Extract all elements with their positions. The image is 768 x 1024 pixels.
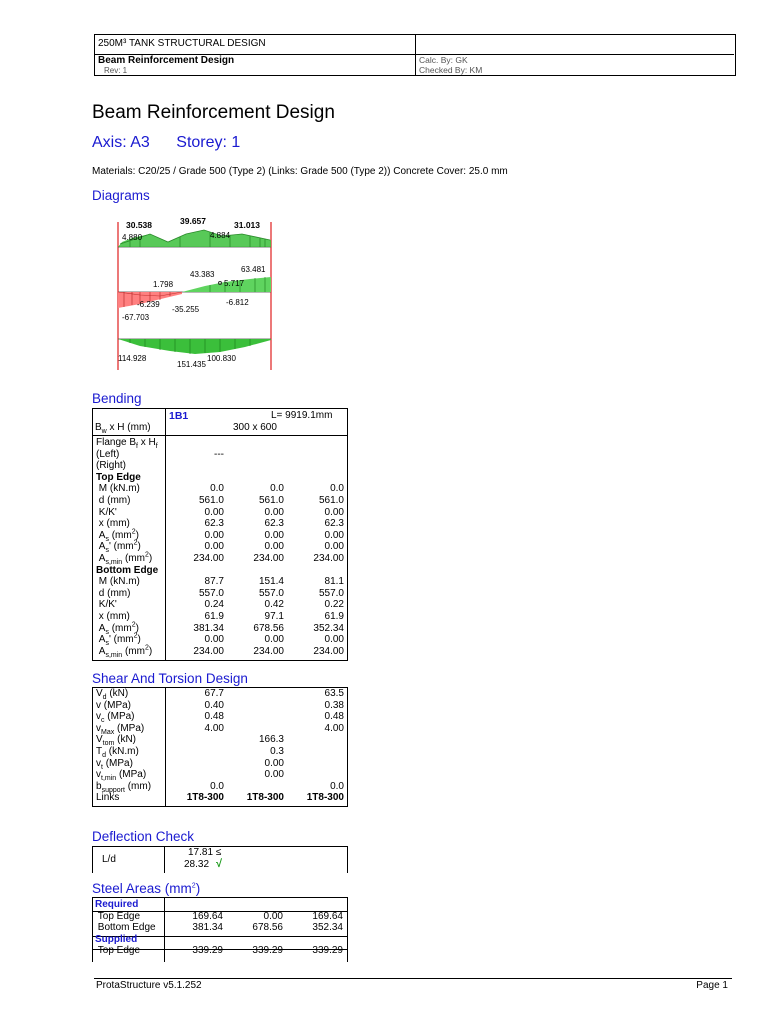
table-row: $A_s$ $(mm^2)$ 381.34 678.56 352.34 — [96, 621, 344, 636]
table-row: d (mm) 557.0 557.0 557.0 — [98, 587, 344, 599]
table-row: x (mm) 62.3 62.3 62.3 — [98, 518, 344, 530]
shear-label-2: 63.481 — [241, 265, 266, 274]
axis-label: Axis: A3 — [92, 134, 150, 151]
table-row: $A_{s,min}$ $(mm^2)$ 234.00 234.00 234.00 — [96, 644, 344, 659]
beam-id: 1B1 — [169, 410, 189, 422]
table-row: $V_d$ (kN) 67.7 63.5 — [96, 688, 344, 701]
section-size-label: $B_w$ x H (mm) — [95, 422, 151, 435]
top-edge-heading: Top Edge — [96, 471, 141, 483]
deflection-label: L/d — [102, 854, 116, 865]
moment-label-5: 4.884 — [210, 231, 231, 240]
page-number: Page 1 — [696, 980, 728, 991]
bending-table-frame — [92, 408, 348, 661]
shear-label-3: 1.798 — [153, 280, 174, 289]
header-blank-cell — [416, 35, 734, 55]
shear-label-7: -6.812 — [226, 298, 249, 307]
table-row: x (mm) 61.9 97.1 61.9 — [98, 610, 344, 622]
table-row: $b_{support}$ (mm) 0.0 0.0 — [96, 780, 344, 794]
moment-label-3: 31.013 — [234, 220, 260, 230]
doc-title: Beam Reinforcement Design — [98, 55, 235, 66]
doc-title-cell — [95, 55, 416, 75]
footer-divider — [94, 978, 732, 979]
project-cell — [95, 35, 416, 55]
document-header — [94, 34, 736, 76]
flange-label: Flange $B_f$ x $H_f$ — [96, 437, 158, 450]
table-row: d (mm) 561.0 561.0 561.0 — [98, 494, 344, 506]
revision: Rev: 1 — [104, 66, 128, 75]
checked-by: Checked By: KM — [419, 65, 483, 75]
table-row: $v_c$ (MPa) 0.48 0.48 — [96, 711, 344, 725]
bending-table: Flange $B_f$ x $H_f$ (Left) --- (Right) Top Edge M (kN.m) 0.0 0.0 0.0 d (mm) 561.0 561.0 561.0 K/K' 0.00 0.00 0.00 x (mm) 62.3 62.3 62.3 $A_s$ $(mm^2)$ 0.00 0.00 0.00 $A_s'$ $(mm^2)$ 0.00 0.00 0.00 $A_{s,min}$ $(mm^2)$ 234.00 234.00 234.00 Bottom Edge M (kN.m) 87.7 151.4 81.1 d (mm) 557.0 557.0 557.0 K/K' 0.24 0.42 0.22 x (mm) 61.9 97.1 61.9 $A_s$ $(mm^2)$ 381.34 678.56 352.34 $A_s'$ $(mm^2)$ 0.00 0.00 0.00 $A_{s,min}$ $(mm^2)$ 234.00 234.00 234.00 — [93, 437, 347, 657]
table-row: M (kN.m) 87.7 151.4 81.1 — [98, 576, 344, 588]
force-diagrams — [110, 212, 280, 370]
table-row: v (MPa) 0.40 0.38 — [96, 699, 344, 711]
table-row: $A_{s,min}$ $(mm^2)$ 234.00 234.00 234.00 — [96, 551, 344, 566]
supplied-heading: Supplied — [95, 933, 138, 945]
shear-label-4: 5.717 — [224, 279, 245, 288]
project-name: 250M³ TANK STRUCTURAL DESIGN — [98, 38, 266, 49]
section-shear: Shear And Torsion Design — [92, 671, 248, 686]
required-heading: Required — [95, 899, 139, 910]
axis-storey — [92, 134, 240, 152]
deflection-label-2: 151.435 — [177, 360, 206, 369]
table-row: $A_s$ $(mm^2)$ 0.00 0.00 0.00 — [96, 528, 344, 543]
calc-by: Calc. By: GK — [419, 55, 468, 65]
table-row: Top Edge 169.64 0.00 169.64 — [97, 910, 343, 922]
software-version: ProtaStructure v5.1.252 — [96, 980, 202, 991]
table-row: Top Edge 339.29 339.29 339.29 — [97, 945, 343, 957]
deflection-label-3: 100.830 — [207, 354, 236, 363]
table-row: $A_s'$ $(mm^2)$ 0.00 0.00 0.00 — [96, 540, 344, 555]
section-steel: Steel Areas $(mm^2)$ — [92, 881, 201, 896]
section-bending: Bending — [92, 391, 142, 406]
moment-label-4: 4.880 — [122, 233, 143, 242]
table-row: Bottom Edge 381.34 678.56 352.34 — [97, 922, 343, 934]
shear-label-8: -67.703 — [122, 313, 150, 322]
table-row: $v_{t,min}$ (MPa) 0.00 — [96, 769, 284, 783]
table-row: $T_d$ (kN.m) 0.3 — [96, 745, 284, 759]
table-row: K/K' 0.00 0.00 0.00 — [98, 506, 344, 518]
steel-table — [92, 899, 346, 957]
table-row: $A_s'$ $(mm^2)$ 0.00 0.00 0.00 — [96, 632, 344, 648]
table-row: Links 1T8-300 1T8-300 1T8-300 — [96, 792, 344, 804]
shear-table-frame — [92, 687, 348, 807]
storey-label: Storey: 1 — [176, 134, 241, 151]
table-row: $v_{Max}$ (MPa) 4.00 4.00 — [96, 722, 344, 736]
section-deflection: Deflection Check — [92, 829, 195, 844]
table-row: M (kN.m) 0.0 0.0 0.0 — [98, 483, 344, 495]
shear-table — [93, 688, 347, 804]
shear-label-6: -35.255 — [172, 305, 200, 314]
moment-label-2: 39.657 — [180, 216, 206, 226]
page-title: Beam Reinforcement Design — [92, 102, 335, 123]
check-icon: √ — [216, 858, 223, 870]
deflection-value-2: 28.32 — [184, 859, 210, 870]
materials-line: Materials: C20/25 / Grade 500 (Type 2) (Links: Grade 500 (Type 2)) Concrete Cover: 25.0 mm — [92, 166, 508, 177]
moment-label-1: 30.538 — [126, 220, 152, 230]
bottom-edge-heading: Bottom Edge — [96, 564, 159, 576]
shear-label-5: -6.239 — [137, 300, 160, 309]
deflection-frame — [92, 846, 348, 873]
beam-length: L= 9919.1mm — [271, 410, 333, 421]
section-diagrams: Diagrams — [92, 188, 150, 203]
steel-frame — [92, 897, 348, 962]
deflection-value-1: 17.81 ≤ — [188, 847, 222, 858]
shear-label-1: 43.383 — [190, 270, 215, 279]
table-row: $V_{tom}$ (kN) 166.3 — [96, 734, 284, 748]
deflection-label-1: 114.928 — [118, 354, 147, 363]
table-row: $v_t$ (MPa) 0.00 — [96, 757, 284, 771]
table-row: K/K' 0.24 0.42 0.22 — [98, 599, 344, 611]
section-size: 300 x 600 — [233, 422, 277, 433]
calc-cell — [416, 55, 734, 75]
